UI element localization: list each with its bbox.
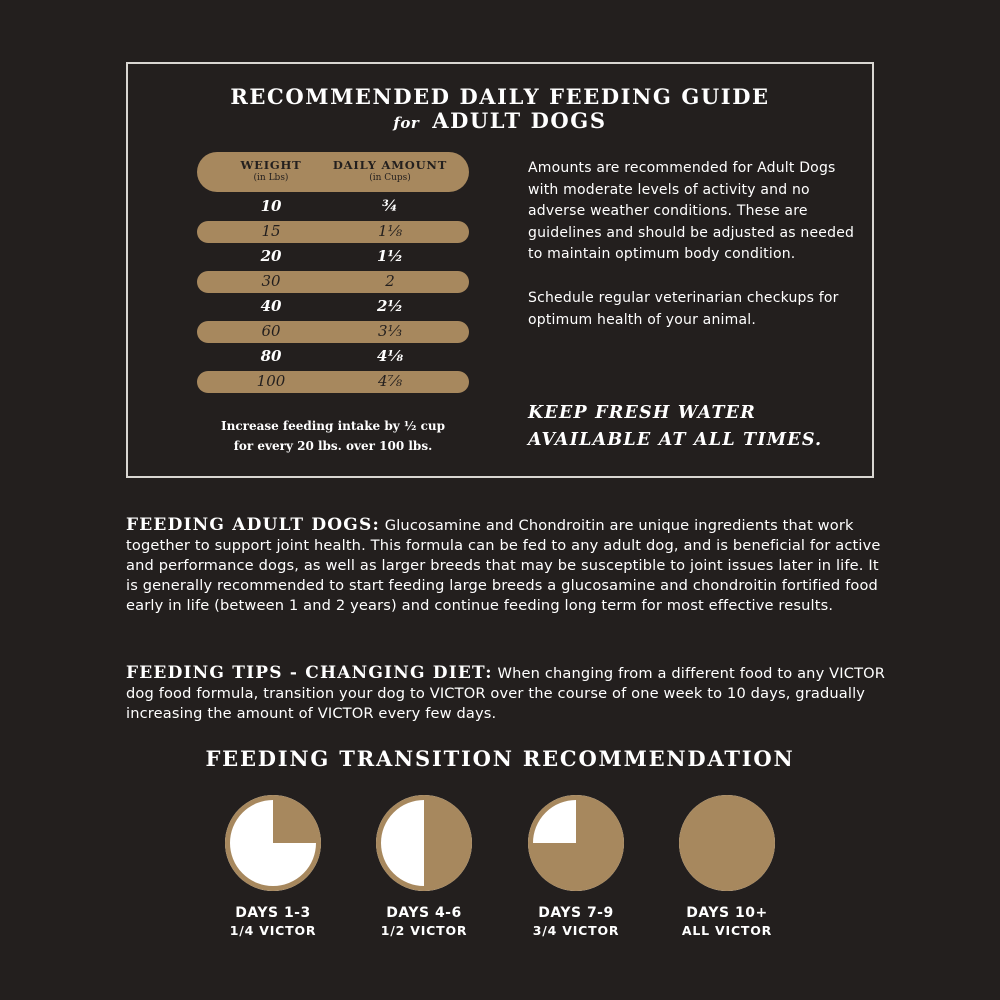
stage-amount: 3/4 VICTOR	[532, 923, 620, 938]
table-row	[197, 196, 469, 218]
weight-column-label: WEIGHT	[240, 158, 302, 172]
weight-cell: 30	[261, 272, 281, 290]
amount-cell: ¾	[382, 197, 398, 215]
amount-column-header	[325, 158, 455, 183]
feeding-adult-dogs-section	[126, 515, 886, 616]
transition-stage	[198, 793, 348, 938]
amount-cell: 2½	[376, 297, 404, 315]
amount-cell: 4⅞	[377, 372, 403, 390]
feeding-tips-body: When changing from a different food to any VICTOR dog food formula, transition your dog to VICTOR over the course of one week to 10 days, gradually increasing the amount of VICTOR every few days.	[126, 665, 886, 722]
water-note-line-1: KEEP FRESH WATER	[528, 403, 756, 423]
guide-description	[528, 158, 858, 353]
table-row	[197, 371, 469, 393]
weight-cell: 100	[256, 372, 286, 390]
table-row	[197, 246, 469, 268]
table-row	[197, 296, 469, 318]
weight-column-unit: (in Lbs)	[253, 173, 289, 183]
feeding-adult-body: Glucosamine and Chondroitin are unique ingredients that work together to support joint health. This formula can be fed to any adult dog, and is beneficial for active and performance dogs, as well as larger breeds that may be susceptible to joint issues later in life. It is generally recommended to start feeding large breeds a glucosamine and chondroitin fortified food early in life (between 1 and 2 years) and continue feeding long term for most effective results.	[126, 517, 881, 614]
stage-amount: ALL VICTOR	[681, 923, 773, 938]
stage-amount: 1/2 VICTOR	[380, 923, 468, 938]
amount-cell: 1½	[376, 247, 404, 265]
guide-description-amounts: Amounts are recommended for Adult Dogs with moderate levels of activity and no adverse weather conditions. These are guidelines and should be adjusted as needed to maintain optimum body condition.	[528, 160, 855, 263]
weight-cell: 60	[261, 322, 281, 340]
increase-note-line-1: Increase feeding intake by ½ cup	[220, 419, 445, 433]
weight-cell: 15	[261, 222, 281, 240]
guide-title: RECOMMENDED DAILY FEEDING GUIDE	[230, 84, 770, 109]
feeding-adult-heading: FEEDING ADULT DOGS:	[126, 515, 380, 535]
table-row	[197, 221, 469, 243]
amount-cell: 1⅛	[377, 222, 403, 240]
guide-subtitle	[128, 108, 872, 133]
amount-column-unit: (in Cups)	[369, 173, 411, 183]
fresh-water-note	[528, 400, 868, 454]
stage-days: DAYS 1-3	[235, 905, 311, 921]
transition-title: FEEDING TRANSITION RECOMMENDATION	[205, 746, 795, 771]
weight-column-header	[223, 158, 319, 183]
water-note-line-2: AVAILABLE AT ALL TIMES.	[528, 430, 823, 450]
stage-days: DAYS 10+	[686, 905, 768, 921]
amount-cell: 4⅛	[377, 347, 403, 365]
guide-subtitle-for: for	[393, 114, 420, 132]
feeding-table-header	[197, 152, 469, 192]
half-pie-icon	[374, 793, 474, 893]
weight-cell: 80	[260, 347, 282, 365]
transition-stage	[349, 793, 499, 938]
guide-description-checkups: Schedule regular veterinarian checkups for optimum health of your animal.	[528, 289, 839, 328]
feeding-guide-box	[126, 62, 874, 478]
table-row	[197, 321, 469, 343]
feeding-tips-heading: FEEDING TIPS - CHANGING DIET:	[126, 663, 493, 683]
amount-column-label: DAILY AMOUNT	[332, 158, 448, 172]
weight-cell: 20	[260, 247, 282, 265]
stage-days: DAYS 4-6	[386, 905, 462, 921]
full-pie-icon	[677, 793, 777, 893]
weight-cell: 10	[260, 197, 282, 215]
feeding-tips-section	[126, 663, 886, 724]
guide-subtitle-main: ADULT DOGS	[432, 108, 607, 133]
increase-intake-note	[198, 416, 468, 456]
stage-days: DAYS 7-9	[538, 905, 614, 921]
transition-stage	[501, 793, 651, 938]
increase-note-line-2: for every 20 lbs. over 100 lbs.	[233, 439, 433, 453]
quarter-pie-icon	[223, 793, 323, 893]
weight-cell: 40	[260, 297, 282, 315]
amount-cell: 3⅓	[377, 322, 403, 340]
table-row	[197, 346, 469, 368]
amount-cell: 2	[385, 272, 395, 290]
stage-amount: 1/4 VICTOR	[229, 923, 317, 938]
transition-stage	[652, 793, 802, 938]
three-quarter-pie-icon	[526, 793, 626, 893]
table-row	[197, 271, 469, 293]
